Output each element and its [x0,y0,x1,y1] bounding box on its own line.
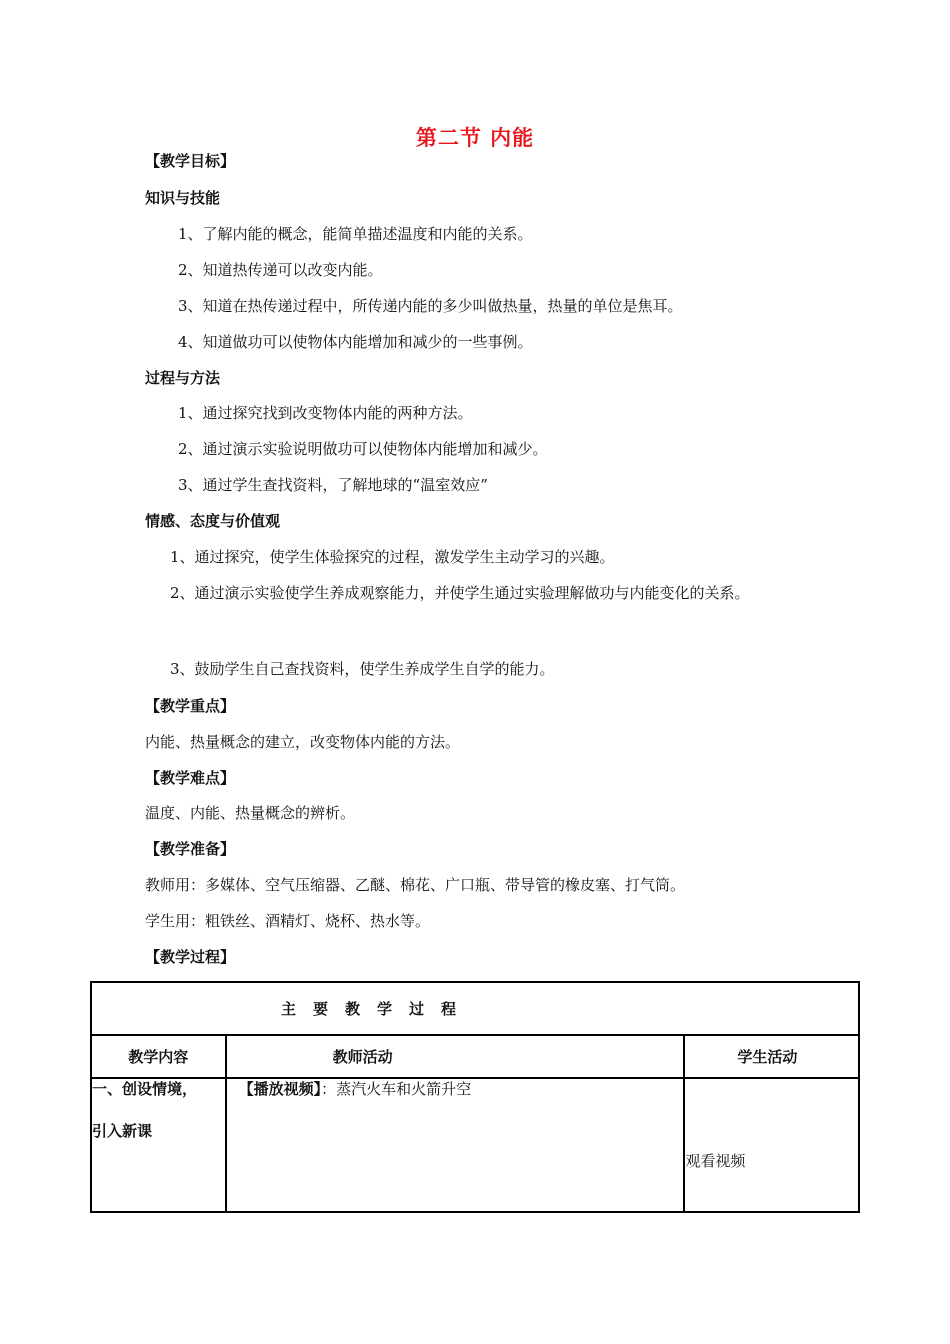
process-item: 2、通过演示实验说明做功可以使物体内能增加和减少。 [178,440,548,458]
emotion-item: 2、通过演示实验使学生养成观察能力，并使学生通过实验理解做功与内能变化的关系。 [170,584,750,602]
objectives-heading: 【教学目标】 [145,152,236,170]
student-activity-text: 观看视频 [685,1152,746,1170]
difficulties-text: 温度、内能、热量概念的辨析。 [145,804,356,822]
student-materials: 学生用：粗铁丝、酒精灯、烧杯、热水等。 [145,912,431,930]
page-title: 第二节 内能 [415,126,535,150]
knowledge-heading: 知识与技能 [145,189,221,207]
content-cell [91,1078,226,1212]
content-line: 引入新课 [92,1122,153,1140]
play-video-label: 【播放视频】 [238,1080,322,1098]
preparation-heading: 【教学准备】 [145,840,236,858]
content-line: 一、创设情境， [92,1080,198,1098]
column-header-content: 教学内容 [91,1035,226,1078]
table-row [91,1078,859,1212]
column-header-teacher: 教师活动 [226,1035,685,1078]
process-item: 3、通过学生查找资料，了解地球的“温室效应” [178,476,488,494]
teacher-materials: 教师用：多媒体、空气压缩器、乙醚、棉花、广口瓶、带导管的橡皮塞、打气筒。 [145,876,686,894]
knowledge-item: 2、知道热传递可以改变内能。 [178,261,383,279]
teacher-cell [226,1078,685,1212]
key-points-heading: 【教学重点】 [145,697,236,715]
emotion-heading: 情感、态度与价值观 [145,512,281,530]
table-main-header: 主要教学过程 [91,982,859,1035]
emotion-item: 3、鼓励学生自己查找资料，使学生养成学生自学的能力。 [170,660,555,678]
knowledge-item: 4、知道做功可以使物体内能增加和减少的一些事例。 [178,333,533,351]
process-heading: 【教学过程】 [145,948,236,966]
process-method-heading: 过程与方法 [145,369,221,387]
student-cell [684,1078,859,1212]
key-points-text: 内能、热量概念的建立，改变物体内能的方法。 [145,733,461,751]
difficulties-heading: 【教学难点】 [145,769,236,787]
knowledge-item: 3、知道在热传递过程中，所传递内能的多少叫做热量，热量的单位是焦耳。 [178,297,683,315]
teaching-process-table [90,981,860,1213]
emotion-item: 1、通过探究，使学生体验探究的过程，激发学生主动学习的兴趣。 [170,548,615,566]
column-header-student: 学生活动 [684,1035,859,1078]
process-item: 1、通过探究找到改变物体内能的两种方法。 [178,404,473,422]
knowledge-item: 1、了解内能的概念，能简单描述温度和内能的关系。 [178,225,533,243]
teacher-activity-text: ：蒸汽火车和火箭升空 [321,1080,472,1098]
